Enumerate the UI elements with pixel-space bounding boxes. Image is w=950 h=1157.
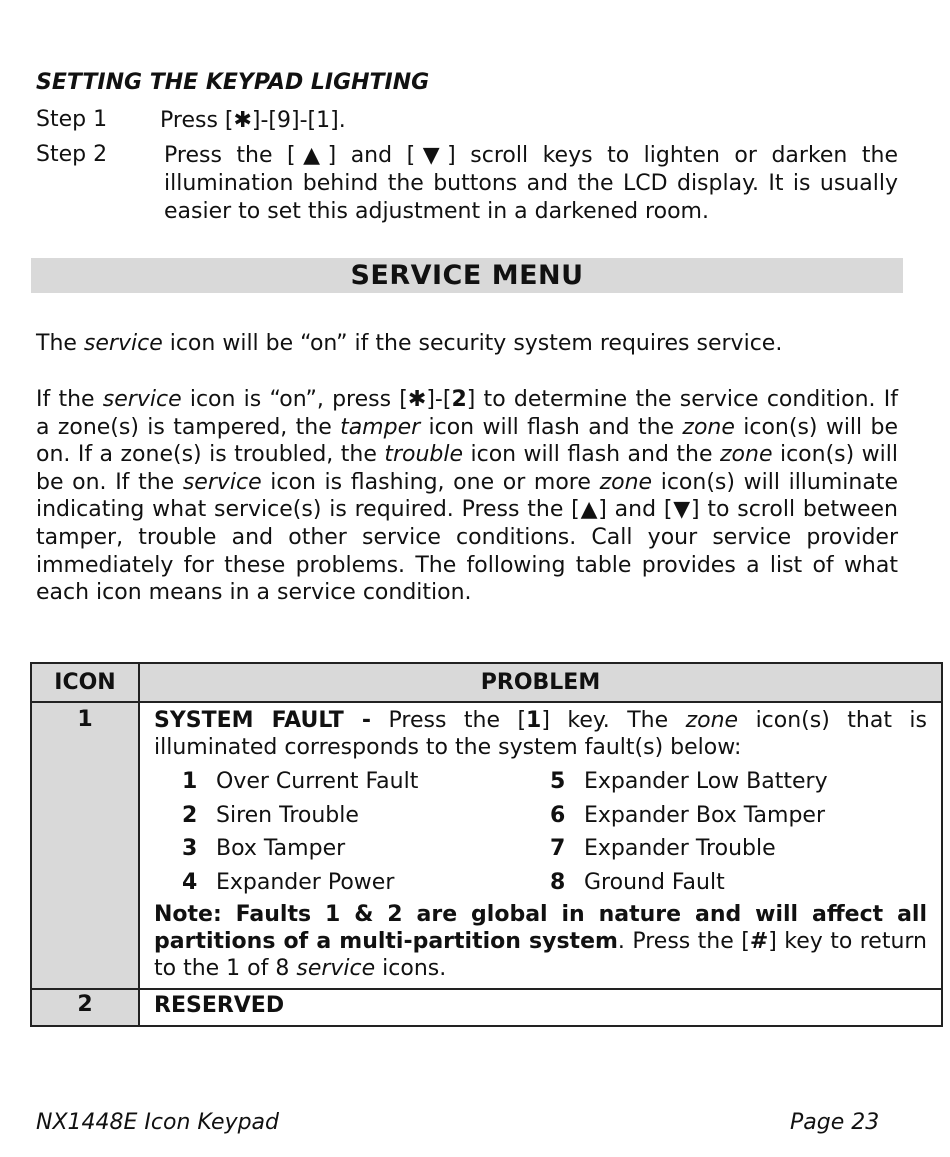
fault-label: Box Tamper — [216, 836, 346, 861]
system-fault-text: SYSTEM FAULT - Press the [1] key. The zone icon(s) that is illuminated corresponds to the system fault(s) below: — [154, 708, 927, 760]
fault-label: Siren Trouble — [216, 802, 359, 828]
problem-description: RESERVED — [139, 989, 942, 1026]
fault-number: 3 — [182, 836, 198, 861]
banner-title: SERVICE MENU — [350, 260, 584, 291]
icon-number: 1 — [31, 702, 139, 989]
fault-label: Expander Box Tamper — [584, 802, 825, 828]
fault-label: Over Current Fault — [216, 769, 419, 794]
section-heading: SETTING THE KEYPAD LIGHTING — [36, 70, 430, 95]
fault-note: Note: Faults 1 & 2 are global in nature and will affect all partitions of a multi-partition system. Press the [#] key to return to the 1 of 8 service icons. — [154, 902, 928, 981]
fault-number: 7 — [550, 836, 566, 861]
step-2-label: Step 2 — [36, 142, 108, 167]
step-1-label: Step 1 — [36, 107, 108, 132]
fault-label: Ground Fault — [584, 869, 725, 895]
problem-description — [139, 702, 942, 989]
footer-document-title: NX1448E Icon Keypad — [36, 1110, 279, 1135]
step-2-text: Press the [▲] and [▼] scroll keys to lighten or darken the illumination behind the buttons and the LCD display. It is usually easier to set this adjustment in a darkened room. — [164, 143, 898, 224]
fault-number: 6 — [550, 802, 566, 828]
fault-number: 8 — [550, 869, 566, 895]
service-condition-paragraph: If the service icon is “on”, press [✱]-[2] to determine the service condition. If a zone(s) is tampered, the tamper icon will flash and the zone icon(s) will be on. If a zone(s) is troubled, the trouble icon will flash and the zone icon(s) will be on. If the service icon is flashing, one or more zone icon(s) will illuminate indicating what service(s) is required. Press the [▲] and [▼] to scroll between tamper, trouble and other service conditions. Call your service provider immediately for these problems. The following table provides a list of what each icon means in a service condition. — [36, 387, 898, 606]
service-icon-table — [30, 662, 943, 1027]
problem-column-header: PROBLEM — [139, 663, 942, 702]
table-row — [31, 702, 942, 989]
fault-number: 5 — [550, 769, 566, 794]
fault-label: Expander Power — [216, 869, 395, 895]
fault-label: Expander Trouble — [584, 836, 776, 861]
service-intro-paragraph: The service icon will be “on” if the security system requires service. — [36, 331, 783, 356]
icon-number: 2 — [31, 989, 139, 1026]
fault-number: 2 — [182, 802, 198, 828]
fault-number: 1 — [182, 769, 198, 794]
fault-label: Expander Low Battery — [584, 769, 828, 794]
icon-column-header: ICON — [31, 663, 139, 702]
fault-list — [182, 765, 927, 899]
footer-page-number: Page 23 — [790, 1110, 880, 1135]
service-menu-banner — [31, 258, 903, 293]
step-1-text: Press [✱]-[9]-[1]. — [160, 108, 346, 133]
table-row — [31, 989, 942, 1026]
fault-number: 4 — [182, 869, 198, 895]
table-header-row — [31, 663, 942, 702]
